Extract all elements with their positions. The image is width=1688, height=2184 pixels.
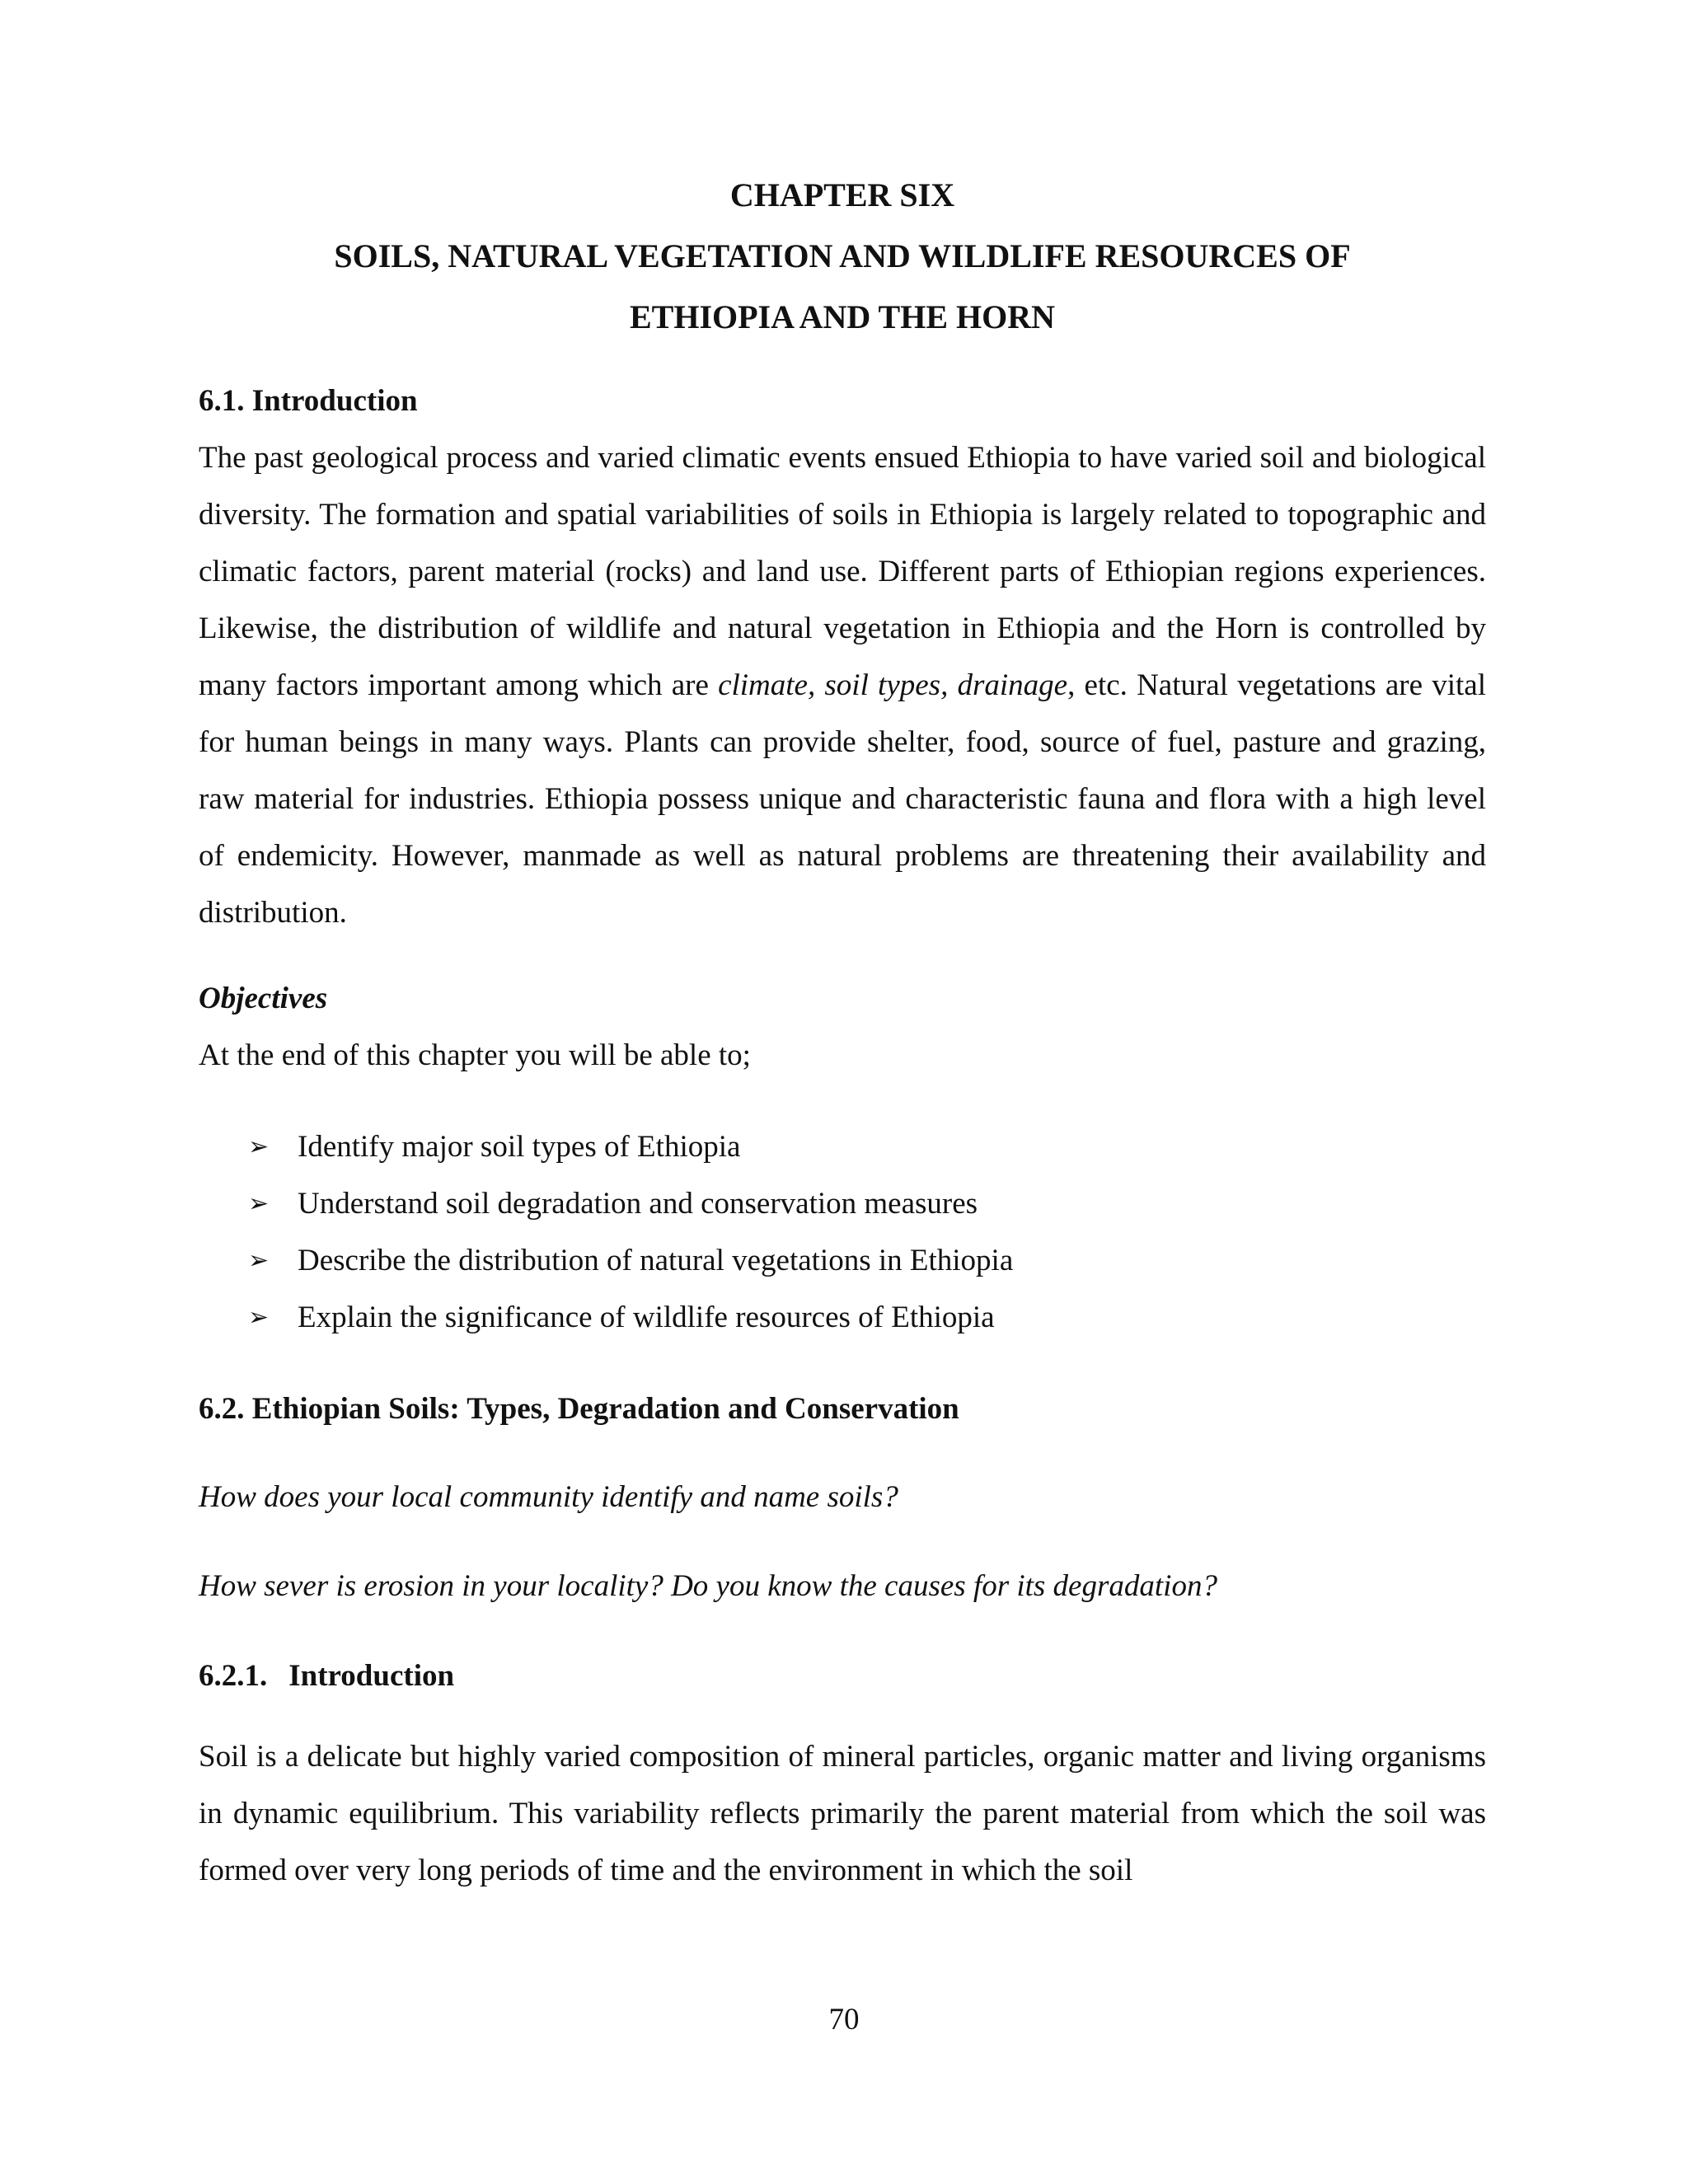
chapter-title-line-1: SOILS, NATURAL VEGETATION AND WILDLIFE RESOURCES OF [334, 237, 1351, 274]
objective-text: Understand soil degradation and conservation measures [298, 1187, 978, 1221]
section-6-2-1-number: 6.2.1. [199, 1659, 268, 1693]
chapter-number-line: CHAPTER SIX [729, 176, 955, 213]
section-6-2-1-title: Introduction [288, 1659, 455, 1693]
objective-text: Explain the significance of wildlife resources of Ethiopia [298, 1301, 995, 1334]
objectives-intro: At the end of this chapter you will be able to; [199, 1038, 751, 1072]
paragraph-text-part-2: , etc. Natural vegetations are vital for human beings in many ways. Plants can provide shelter, food, source of fuel, pasture and grazing, raw material for industries. Ethiopia possess unique and characteristic fauna and flora with a high level of endemicity. However, manmade as well as natural problems are threatening their availability and distribution. [199, 668, 1486, 930]
objectives-heading: Objectives [199, 982, 328, 1015]
section-6-2-1-paragraph: Soil is a delicate but highly varied composition of mineral particles, organic matter and living organisms in dynamic equilibrium. This variability reflects primarily the parent material from which the soil was formed over very long periods of time and the environment in which the soil [199, 1740, 1486, 1887]
objective-item [248, 1118, 1013, 1175]
objective-item [248, 1232, 1013, 1289]
arrow-bullet-icon: ➢ [248, 1303, 270, 1332]
objective-text: Identify major soil types of Ethiopia [298, 1130, 741, 1164]
discussion-question-1: How does your local community identify and name soils? [199, 1480, 898, 1514]
arrow-bullet-icon: ➢ [248, 1189, 270, 1218]
arrow-bullet-icon: ➢ [248, 1132, 270, 1161]
objective-text: Describe the distribution of natural vegetations in Ethiopia [298, 1244, 1014, 1277]
arrow-bullet-icon: ➢ [248, 1246, 270, 1275]
section-6-2-heading: 6.2. Ethiopian Soils: Types, Degradation and Conservation [199, 1392, 959, 1426]
chapter-title [199, 165, 1486, 348]
paragraph-italic-terms: climate, soil types, drainage [718, 668, 1068, 702]
discussion-question-2: How sever is erosion in your locality? Do you know the causes for its degradation? [199, 1569, 1217, 1603]
objective-item [248, 1289, 1013, 1346]
objective-item [248, 1175, 1013, 1232]
section-6-1-paragraph [199, 429, 1486, 941]
section-6-2-1-heading [199, 1657, 454, 1695]
objectives-list [248, 1118, 1013, 1346]
page-number: 70 [828, 2003, 860, 2036]
chapter-title-line-2: ETHIOPIA AND THE HORN [629, 298, 1056, 335]
paragraph-text-part-1: The past geological process and varied climatic events ensued Ethiopia to have varied soil and biological diversity. The formation and spatial variabilities of soils in Ethiopia is largely related to topographic and climatic factors, parent material (rocks) and land use. Different parts of Ethiopian regions experiences. Likewise, the distribution of wildlife and natural vegetation in Ethiopia and the Horn is controlled by many factors important among which are [199, 441, 1486, 702]
section-6-1-heading: 6.1. Introduction [199, 384, 418, 418]
